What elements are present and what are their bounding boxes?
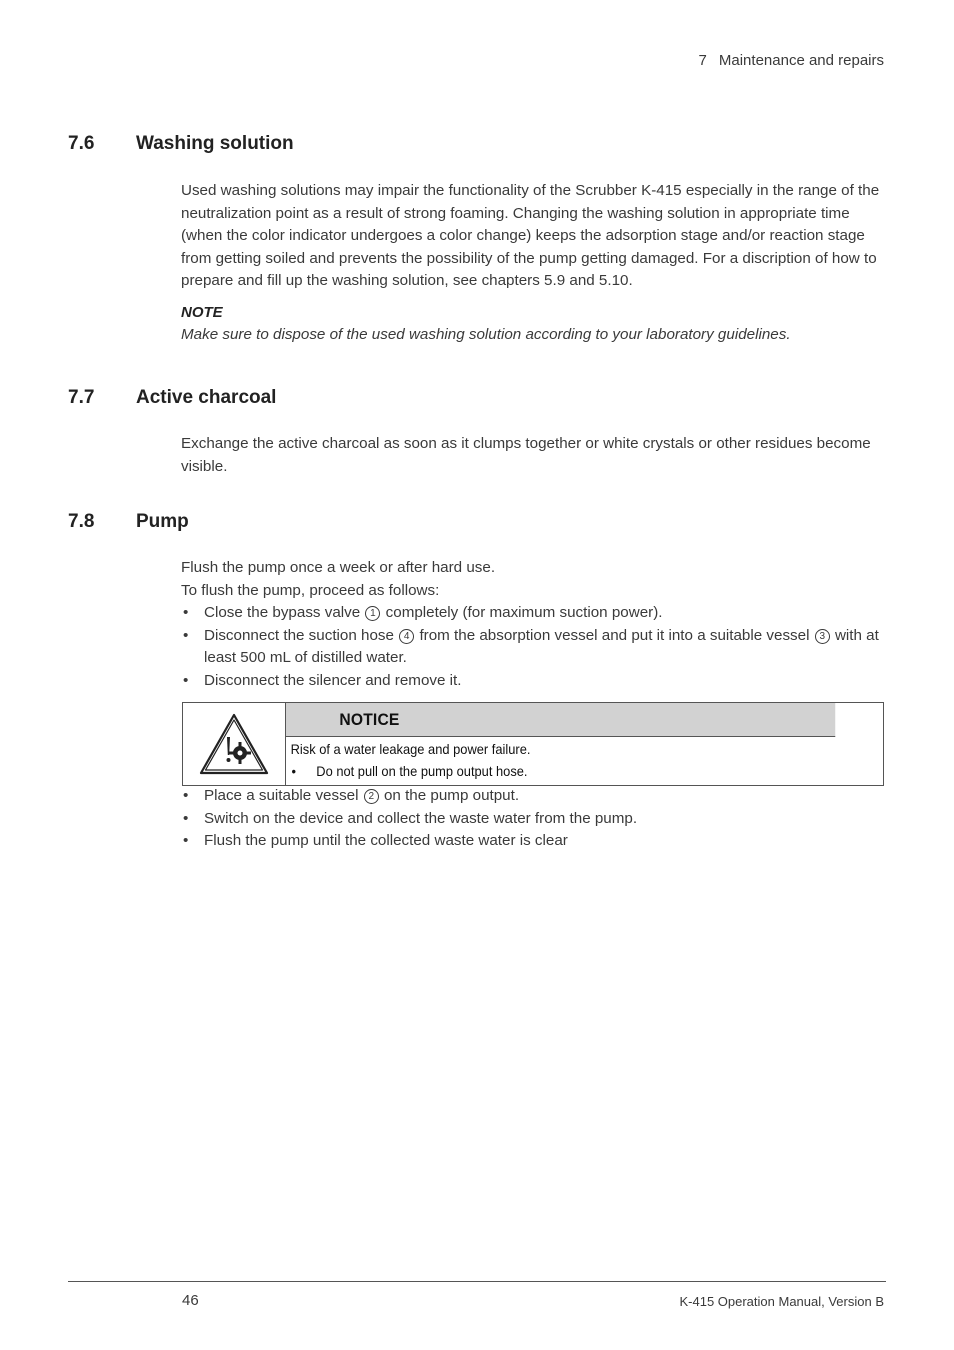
- section-body: [181, 180, 886, 347]
- page-number: 46: [182, 1292, 199, 1309]
- notice-description: Risk of a water leakage and power failure.: [290, 741, 531, 757]
- note-text: Make sure to dispose of the used washing solution according to your laboratory guidelines.: [181, 326, 791, 343]
- notice-box: [182, 702, 884, 786]
- notice-icon-cell: [183, 703, 286, 785]
- section-number: 7.8: [68, 511, 95, 532]
- notice-content: [286, 703, 883, 785]
- section-title: Active charcoal: [136, 387, 277, 408]
- section-body: [181, 557, 886, 692]
- notice-title: NOTICE: [286, 703, 835, 737]
- notice-action-text: Do not pull on the pump output hose.: [316, 763, 528, 779]
- callout-number: 4: [399, 629, 414, 644]
- section-body: [181, 433, 886, 478]
- section-heading: [68, 387, 886, 409]
- procedure-steps: [181, 602, 886, 692]
- intro-line: To flush the pump, proceed as follows:: [181, 581, 440, 599]
- header-chapter-number: 7: [698, 52, 707, 69]
- list-item: • Flush the pump until the collected waste water is clear: [181, 830, 886, 853]
- notice-action: [286, 763, 835, 779]
- procedure-steps-continued: [181, 785, 886, 853]
- header-chapter-title: Maintenance and repairs: [718, 52, 884, 69]
- paragraph: Used washing solutions may impair the functionality of the Scrubber K-415 especially in the range of the neutralization point as a result of strong foaming. Changing the washing solution in appropriate time (when the color indicator undergoes a color change) keeps the adsorption stage and/or reaction stage from getting soiled and prevents the possibility of the pump getting damaged. For a discription of how to prepare and fill up the washing solution, see chapters 5.9 and 5.10.: [181, 182, 880, 289]
- list-item: • Place a suitable vessel 2 on the pump output.: [181, 785, 886, 808]
- section-washing-solution: [68, 133, 886, 347]
- section-heading: [68, 511, 886, 533]
- section-number: 7.6: [68, 133, 95, 154]
- section-title: Washing solution: [136, 133, 294, 154]
- bullet: •: [291, 763, 297, 779]
- section-title: Pump: [136, 511, 189, 532]
- callout-number: 1: [365, 606, 380, 621]
- footer-divider: [68, 1281, 886, 1282]
- section-pump: [68, 511, 886, 692]
- callout-number: 3: [815, 629, 830, 644]
- section-active-charcoal: [68, 387, 886, 478]
- list-item: • Close the bypass valve 1 completely (for maximum suction power).: [181, 602, 886, 625]
- paragraph: Exchange the active charcoal as soon as it clumps together or white crystals or other residues become visible.: [181, 435, 871, 475]
- list-item: • Switch on the device and collect the waste water from the pump.: [181, 808, 886, 831]
- intro-line: Flush the pump once a week or after hard use.: [181, 559, 496, 576]
- warning-triangle-icon: [199, 713, 269, 775]
- footer-document-title: K-415 Operation Manual, Version B: [679, 1294, 884, 1309]
- callout-number: 2: [364, 789, 379, 804]
- list-item: • Disconnect the suction hose 4 from the absorption vessel and put it into a suitable vessel 3 with at least 500 mL of distilled water.: [181, 625, 886, 670]
- list-item: • Disconnect the silencer and remove it.: [181, 670, 886, 693]
- section-number: 7.7: [68, 387, 95, 408]
- note-label: NOTE: [181, 303, 223, 321]
- section-heading: [68, 133, 886, 155]
- running-header: [699, 52, 884, 69]
